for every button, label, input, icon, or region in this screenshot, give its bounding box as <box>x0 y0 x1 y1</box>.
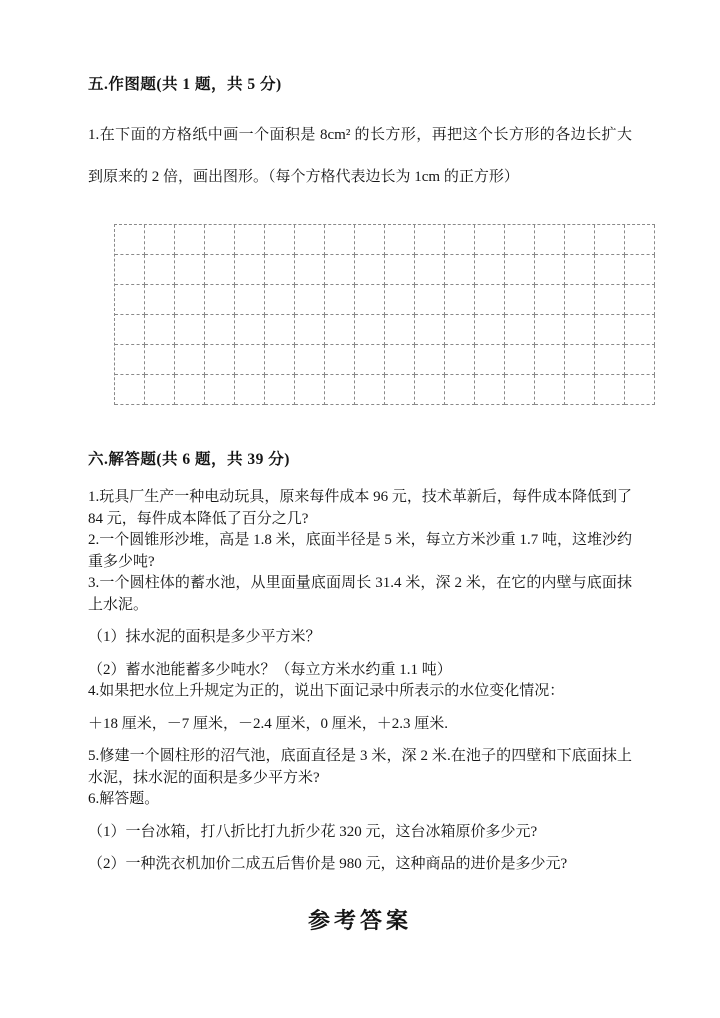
grid-paper <box>114 224 655 405</box>
grid-cell <box>595 225 625 255</box>
question-subitem: （1）抹水泥的面积是多少平方米？ <box>88 629 321 645</box>
grid-cell <box>295 315 325 345</box>
grid-cell <box>565 225 595 255</box>
grid-cell <box>205 315 235 345</box>
grid-cell <box>355 255 385 285</box>
grid-cell <box>115 225 145 255</box>
grid-cell <box>595 375 625 405</box>
grid-cell <box>115 375 145 405</box>
grid-cell <box>235 375 265 405</box>
grid-cell <box>535 345 565 375</box>
grid-cell <box>205 285 235 315</box>
grid-cell <box>595 255 625 285</box>
grid-cell <box>505 315 535 345</box>
question-item: 1.玩具厂生产一种电动玩具，原来每件成本 96 元，技术革新后，每件成本降低到了 84 元，每件成本降低了百分之几? <box>88 489 632 527</box>
grid-cell <box>175 225 205 255</box>
grid-cell <box>475 345 505 375</box>
grid-cell <box>565 375 595 405</box>
grid-cell <box>265 345 295 375</box>
grid-cell <box>565 315 595 345</box>
grid-cell <box>265 255 295 285</box>
grid-cell <box>475 285 505 315</box>
grid-cell <box>145 375 175 405</box>
section6 <box>88 447 632 876</box>
grid-cell <box>355 225 385 255</box>
question-subitem: （2）一种洗衣机加价二成五后售价是 980 元，这种商品的进价是多少元? <box>88 856 568 872</box>
grid-cell <box>505 375 535 405</box>
grid-cell <box>445 225 475 255</box>
grid-cell <box>175 375 205 405</box>
grid-cell <box>385 255 415 285</box>
grid-cell <box>535 285 565 315</box>
grid-cell <box>505 225 535 255</box>
question-subitem: （2）蓄水池能蓄多少吨水？（每立方米水约重 1.1 吨） <box>88 661 452 678</box>
grid-cell <box>625 375 655 405</box>
grid-cell <box>175 345 205 375</box>
question-item: 5.修建一个圆柱形的沼气池，底面直径是 3 米，深 2 米.在池子的四壁和下底面抹上水泥，抹水泥的面积是多少平方米? <box>88 748 632 786</box>
question-item: 2.一个圆锥形沙堆，高是 1.8 米，底面半径是 5 米，每立方米沙重 1.7 吨，这堆沙约重多少吨? <box>88 532 632 570</box>
grid-cell <box>235 315 265 345</box>
grid-cell <box>325 315 355 345</box>
grid-cell <box>145 315 175 345</box>
section6-heading: 六.解答题(共 6 题，共 39 分) <box>88 451 290 468</box>
question-item: 6.解答题。 <box>88 791 160 807</box>
grid-cell <box>385 225 415 255</box>
grid-cell <box>415 225 445 255</box>
grid-cell <box>325 285 355 315</box>
grid-cell <box>385 375 415 405</box>
grid-cell <box>565 345 595 375</box>
section5-heading: 五.作图题(共 1 题，共 5 分) <box>88 76 282 93</box>
question-values-line: ＋18 厘米，－7 厘米，－2.4 厘米，0 厘米，＋2.3 厘米. <box>88 715 449 732</box>
grid-cell <box>445 255 475 285</box>
grid-cell <box>625 315 655 345</box>
grid-cell <box>595 285 625 315</box>
grid-cell <box>175 285 205 315</box>
grid-cell <box>505 285 535 315</box>
grid-cell <box>325 345 355 375</box>
grid-cell <box>265 285 295 315</box>
grid-cell <box>115 345 145 375</box>
grid-cell <box>175 315 205 345</box>
grid-cell <box>595 345 625 375</box>
grid-cell <box>145 345 175 375</box>
grid-cell <box>475 315 505 345</box>
grid-cell <box>265 225 295 255</box>
grid-cell <box>625 255 655 285</box>
grid-cell <box>565 255 595 285</box>
grid-cell <box>145 255 175 285</box>
grid-cell <box>355 375 385 405</box>
grid-cell <box>415 255 445 285</box>
grid-cell <box>625 225 655 255</box>
grid-cell <box>445 345 475 375</box>
grid-cell <box>415 285 445 315</box>
grid-cell <box>295 225 325 255</box>
grid-cell <box>445 315 475 345</box>
grid-cell <box>235 225 265 255</box>
grid-cell <box>475 255 505 285</box>
grid-cell <box>505 255 535 285</box>
section5-question-1: 1.在下面的方格纸中画一个面积是 8cm² 的长方形，再把这个长方形的各边长扩大到原来的 2 倍，画出图形。（每个方格代表边长为 1cm 的正方形） <box>88 127 632 185</box>
grid-cell <box>295 345 325 375</box>
question-subitem: （1）一台冰箱，打八折比打九折少花 320 元，这台冰箱原价多少元? <box>88 823 538 840</box>
grid-cell <box>145 225 175 255</box>
grid-cell <box>265 315 295 345</box>
grid-cell <box>445 375 475 405</box>
grid-cell <box>415 315 445 345</box>
reference-answers-title: 参考答案 <box>307 907 412 933</box>
grid-cell <box>475 375 505 405</box>
question-item: 3.一个圆柱体的蓄水池，从里面量底面周长 31.4 米，深 2 米，在它的内壁与底面抹上水泥。 <box>88 575 632 613</box>
grid-cell <box>625 285 655 315</box>
grid-cell <box>115 285 145 315</box>
grid-cell <box>235 285 265 315</box>
grid-cell <box>175 255 205 285</box>
grid-cell <box>205 255 235 285</box>
grid-cell <box>355 315 385 345</box>
grid-cell <box>595 315 625 345</box>
grid-cell <box>145 285 175 315</box>
grid-cell <box>625 345 655 375</box>
grid-cell <box>445 285 475 315</box>
question-list <box>88 487 632 876</box>
grid-cell <box>295 255 325 285</box>
grid-cell <box>265 375 295 405</box>
grid-cell <box>205 345 235 375</box>
question-item: 4.如果把水位上升规定为正的，说出下面记录中所表示的水位变化情况： <box>88 683 565 699</box>
grid-cell <box>205 225 235 255</box>
grid-cell <box>415 375 445 405</box>
grid-cell <box>475 225 505 255</box>
grid-cell <box>385 345 415 375</box>
grid-cell <box>355 345 385 375</box>
grid-cell <box>505 345 535 375</box>
grid-cell <box>355 285 385 315</box>
grid-cell <box>325 375 355 405</box>
grid-cell <box>535 255 565 285</box>
grid-cell <box>295 285 325 315</box>
grid-paper-wrap <box>114 224 632 405</box>
grid-cell <box>535 315 565 345</box>
grid-cell <box>535 375 565 405</box>
grid-cell <box>385 285 415 315</box>
grid-cell <box>115 315 145 345</box>
grid-cell <box>205 375 235 405</box>
grid-cell <box>325 255 355 285</box>
grid-cell <box>235 345 265 375</box>
grid-cell <box>325 225 355 255</box>
grid-cell <box>235 255 265 285</box>
grid-cell <box>295 375 325 405</box>
grid-cell <box>415 345 445 375</box>
grid-cell <box>565 285 595 315</box>
grid-cell <box>535 225 565 255</box>
grid-cell <box>385 315 415 345</box>
grid-cell <box>115 255 145 285</box>
